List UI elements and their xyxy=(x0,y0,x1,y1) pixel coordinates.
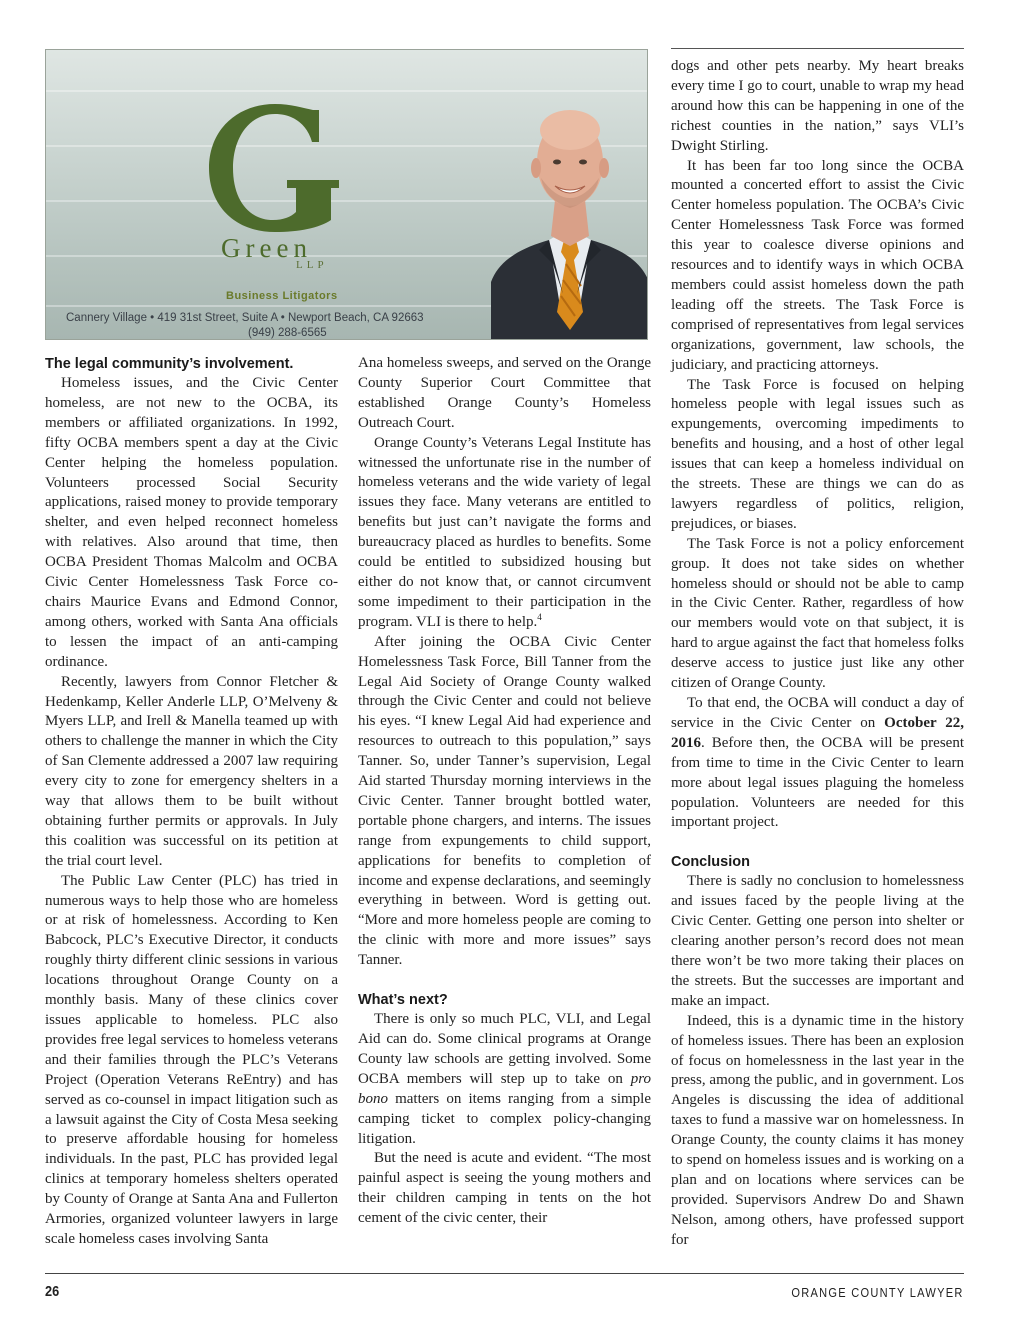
paragraph-text: Orange County’s Veterans Legal Institute has witnessed the unfortunate rise in the number of homeless veterans and the wide variety of legal issues they face. Many veterans are entitled to benefits but just can’t navigate the forms and bureaucracy placed as hurdles to benefits. Some could be entitled to subsidized housing but either do not know that, or cannot circumvent some impediment to their participation in the program. VLI is there to help. xyxy=(358,434,651,630)
portrait-photo xyxy=(491,50,648,340)
paragraph xyxy=(358,1010,651,1149)
section-heading-legal-community: The legal community’s involvement. xyxy=(45,356,294,372)
paragraph: But the need is acute and evident. “The most painful aspect is seeing the young mothers and their children camping in tents on the hot cement of the civic center, their xyxy=(358,1150,651,1227)
paragraph: It has been far too long since the OCBA mounted a concerted effort to assist the Civic Center homeless population. The OCBA’s Civic Center Homelessness Task Force was formed this year to coalesce diverse opinions and resources and to identify ways in which OCBA members could assist homeless down the path leading off the streets. The Task Force is comprised of representatives from legal services organizations, government, law schools, the judiciary, and practicing attorneys. xyxy=(671,157,964,373)
paragraph: After joining the OCBA Civic Center Homelessness Task Force, Bill Tanner from the Legal Aid Society of Orange County walked through the Civic Center and could not believe his eyes. “I knew Legal Aid had experience and resources to outreach to this population,” says Tanner. So, under Tanner’s supervision, Legal Aid started Thursday morning interviews in the Civic Center. Tanner brought bottled water, portable phone chargers, and interns. The issues range from expungements to child support, applications for benefits to completion of income and expense declarations, and seemingly everything in between. Word is getting out. “More and more homeless people are coming to the clinic with more and more issues” says Tanner. xyxy=(358,633,651,969)
section-heading-whats-next: What’s next? xyxy=(358,992,448,1009)
ad-address: Cannery Village • 419 31st Street, Suite A • Newport Beach, CA 92663 xyxy=(66,312,424,324)
article-column-1 xyxy=(45,354,338,1250)
ad-phone: (949) 288-6565 xyxy=(248,327,327,339)
paragraph: The Public Law Center (PLC) has tried in numerous ways to help those who are homeless or at risk of homelessness. According to Ken Babcock, PLC’s Executive Director, it conducts roughly thirty different clinic sessions in various locations throughout Orange County on a monthly basis. Many of these clinics cover issues applicable to homeless. PLC also provides free legal services to homeless veterans and their families through the PLC’s Veterans Project (Operation Veterans ReEntry) and has served as co-counsel in impact litigation such as a lawsuit against the City of Costa Mesa seeking to preserve affordable housing for homeless individuals. In the past, PLC has provided legal clinics at temporary homeless shelters operated by County of Orange at Santa Ana and Fullerton Armories, organized volunteer lawyers in large scale homeless cases involving Santa xyxy=(45,872,338,1247)
footnote-mark: 4 xyxy=(537,611,542,622)
paragraph-text: . Before then, the OCBA will be present from time to time in the Civic Center to learn more about legal issues plaguing the homeless population. Volunteers are needed for this important project. xyxy=(671,734,964,831)
paragraph-text: matters on items ranging from a simple camping ticket to complex policy-changing litigation. xyxy=(358,1090,651,1147)
ad-brand-llp: LLP xyxy=(296,259,328,271)
paragraph: The Task Force is focused on helping homeless people with legal issues such as expungements, overcoming impediments to benefits and housing, and a host of other legal issues that can keep a homeless individual on the streets. These are things we can do as lawyers regardless of politics, religion, prejudices, or biases. xyxy=(671,376,964,532)
paragraph: There is sadly no conclusion to homelessness and issues faced by the people living at the Civic Center. Getting one person into shelter or clearing another person’s record does not mean there won’t be two more taking their places on the streets. But the successes are important and make an impact. xyxy=(671,873,964,1009)
page-number: 26 xyxy=(45,1283,60,1300)
publication-name: ORANGE COUNTY LAWYER xyxy=(791,1285,964,1300)
green-llp-advertisement xyxy=(45,49,648,340)
article-column-3 xyxy=(671,57,964,1251)
paragraph xyxy=(358,434,651,633)
paragraph: Recently, lawyers from Connor Fletcher & Hedenkamp, Keller Anderle LLP, O’Melveny & Myers LLP, and Irell & Manella teamed up with others to challenge the manner in which the City of San Clemente addressed a 2007 law requiring every city to zone for emergency shelters in a way that allows them to be built without obtaining further permits or approvals. In July this coalition was successful on its petition at the trial court level. xyxy=(45,673,338,869)
service-date: October 22, 2016 xyxy=(671,714,964,751)
article-column-2 xyxy=(358,354,651,1229)
paragraph-text: To that end, the OCBA will conduct a day of service in the Civic Center on xyxy=(671,695,964,731)
italic-term: pro bono xyxy=(358,1070,651,1107)
paragraph: Homeless issues, and the Civic Center homeless, are not new to the OCBA, its members or affiliated organizations. In 1992, fifty OCBA members spent a day at the Civic Center helping the homeless population. Volunteers processed Social Security applications, raised money to provide temporary shelter, and even helped reconnect homeless with relatives. Also around that time, then OCBA President Thomas Malcolm and OCBA Civic Center Homelessness Task Force co-chairs Maurice Evans and Edmond Connor, among others, worked with Santa Ana officials to lessen the impact of an anti-camping ordinance. xyxy=(45,375,338,670)
paragraph xyxy=(671,694,964,833)
paragraph: Indeed, this is a dynamic time in the history of homeless issues. There has been an explosion of focus on homelessness in the last year in the press, among the public, and in government. Los Angeles is discussing the idea of additional taxes to fund a massive war on homelessness. In Orange County, the county claims it has money to spend on homeless issues and is working on a plan and on locations where services can be provided. Supervisors Andrew Do and Shawn Nelson, among others, have professed support for xyxy=(671,1012,964,1248)
green-logo-g-icon xyxy=(201,102,351,232)
column-top-rule xyxy=(671,48,964,49)
paragraph: The Task Force is not a policy enforcement group. It does not take sides on whether homeless should or should not be able to camp in the Civic Center. Rather, regardless of how our members would vote on that subject, it is hard to argue against the fact that homeless folks deserve access to justice just like any other citizen of Orange County. xyxy=(671,535,964,692)
paragraph-continuation: Ana homeless sweeps, and served on the Orange County Superior Court Committee that established Orange County’s Homeless Outreach Court. xyxy=(358,355,651,431)
ad-tagline: Business Litigators xyxy=(226,290,338,302)
footer-rule xyxy=(45,1273,964,1274)
ad-brand-name: Green xyxy=(221,233,312,263)
paragraph-continuation: dogs and other pets nearby. My heart breaks every time I go to court, unable to wrap my head around how this can be happening in one of the richest counties in the nation,” says VLI’s Dwight Stirling. xyxy=(671,58,964,154)
section-heading-conclusion: Conclusion xyxy=(671,854,750,871)
paragraph-text: There is only so much PLC, VLI, and Legal Aid can do. Some clinical programs at Orange County law schools are getting involved. Some OCBA members will step up to take on xyxy=(358,1011,651,1087)
